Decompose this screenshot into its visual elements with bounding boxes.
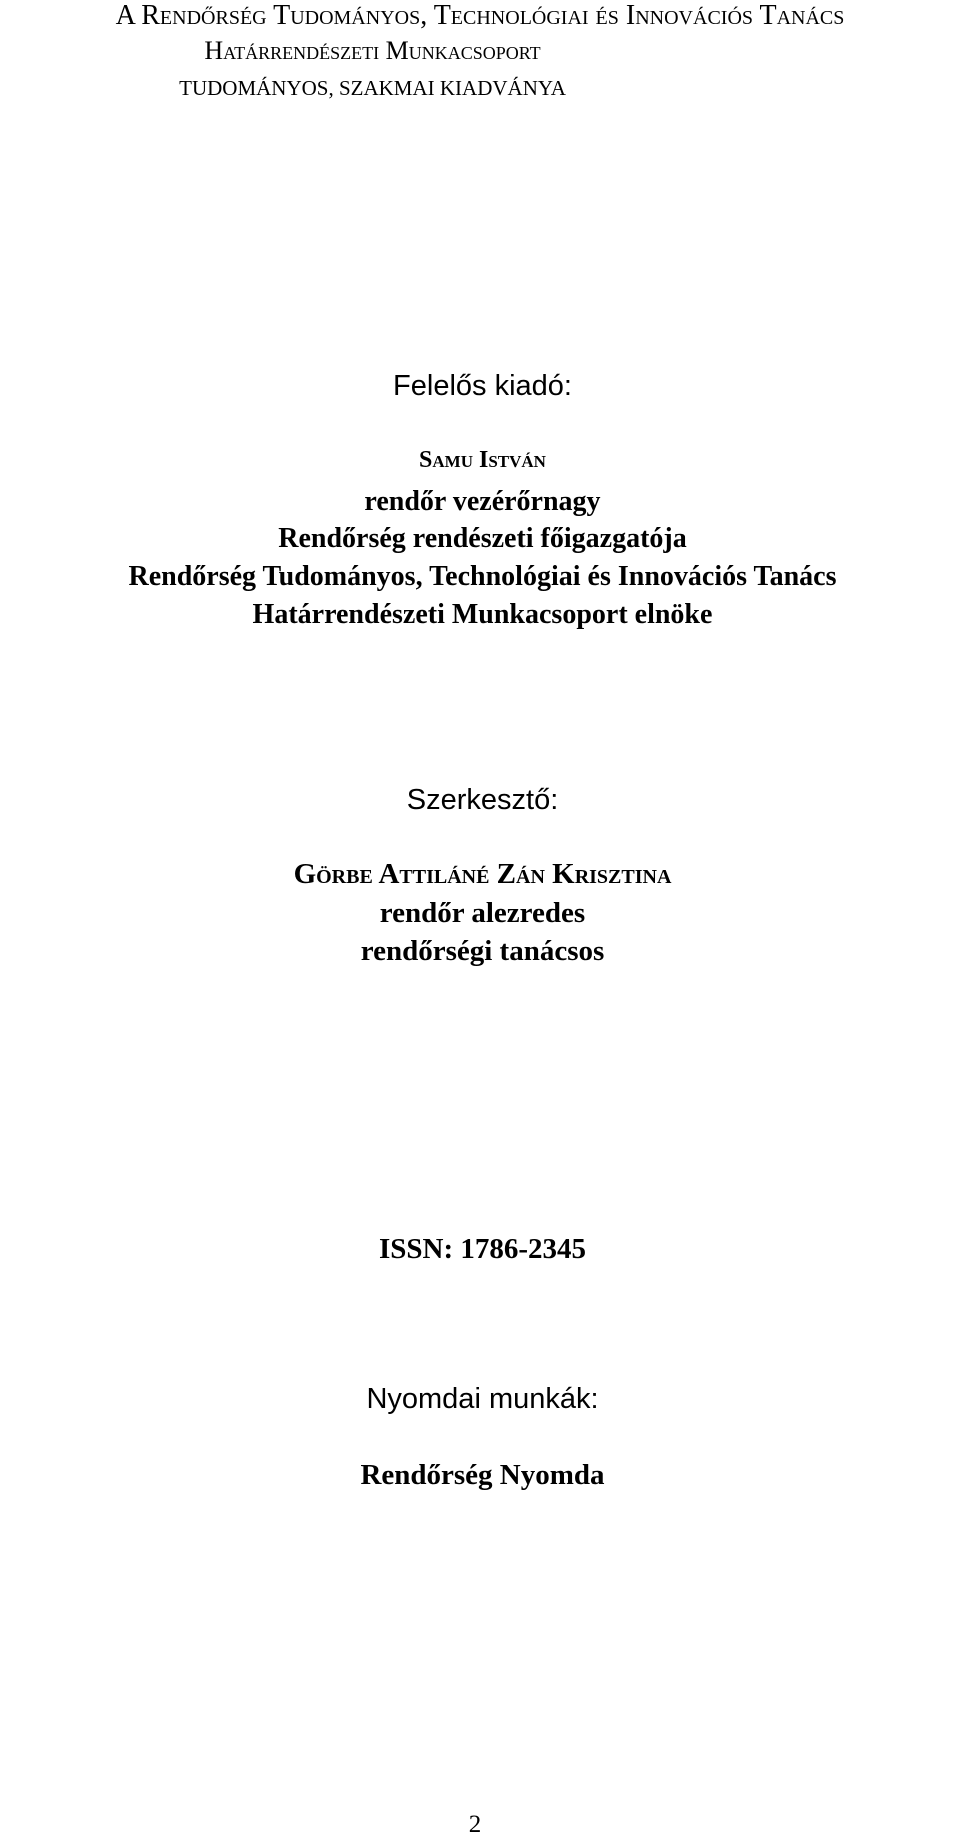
- header-line-1: A Rendőrség Tudományos, Technológiai és Innovációs Tanács: [115, 0, 845, 31]
- printing-name: Rendőrség Nyomda: [360, 1459, 605, 1491]
- publisher-position-2: Rendőrség Tudományos, Technológiai és Innovációs Tanács: [128, 561, 837, 592]
- editor-name: Görbe Attiláné Zán Krisztina: [293, 858, 672, 890]
- editor-label: Szerkesztő:: [406, 784, 559, 816]
- editor-title: rendőrségi tanácsos: [360, 935, 605, 967]
- header-line-2: Határrendészeti Munkacsoport: [204, 36, 541, 65]
- header-line-3: TUDOMÁNYOS, SZAKMAI KIADVÁNYA: [179, 76, 566, 100]
- printing-label: Nyomdai munkák:: [366, 1383, 599, 1415]
- publisher-rank: rendőr vezérőrnagy: [364, 486, 601, 517]
- page-number: 2: [468, 1811, 482, 1838]
- editor-rank: rendőr alezredes: [379, 897, 586, 929]
- issn-number: ISSN: 1786-2345: [378, 1233, 587, 1265]
- publisher-name: Samu István: [419, 447, 546, 473]
- publisher-position-1: Rendőrség rendészeti főigazgatója: [278, 523, 687, 554]
- publisher-label: Felelős kiadó:: [393, 370, 572, 402]
- publisher-position-3: Határrendészeti Munkacsoport elnöke: [252, 599, 713, 630]
